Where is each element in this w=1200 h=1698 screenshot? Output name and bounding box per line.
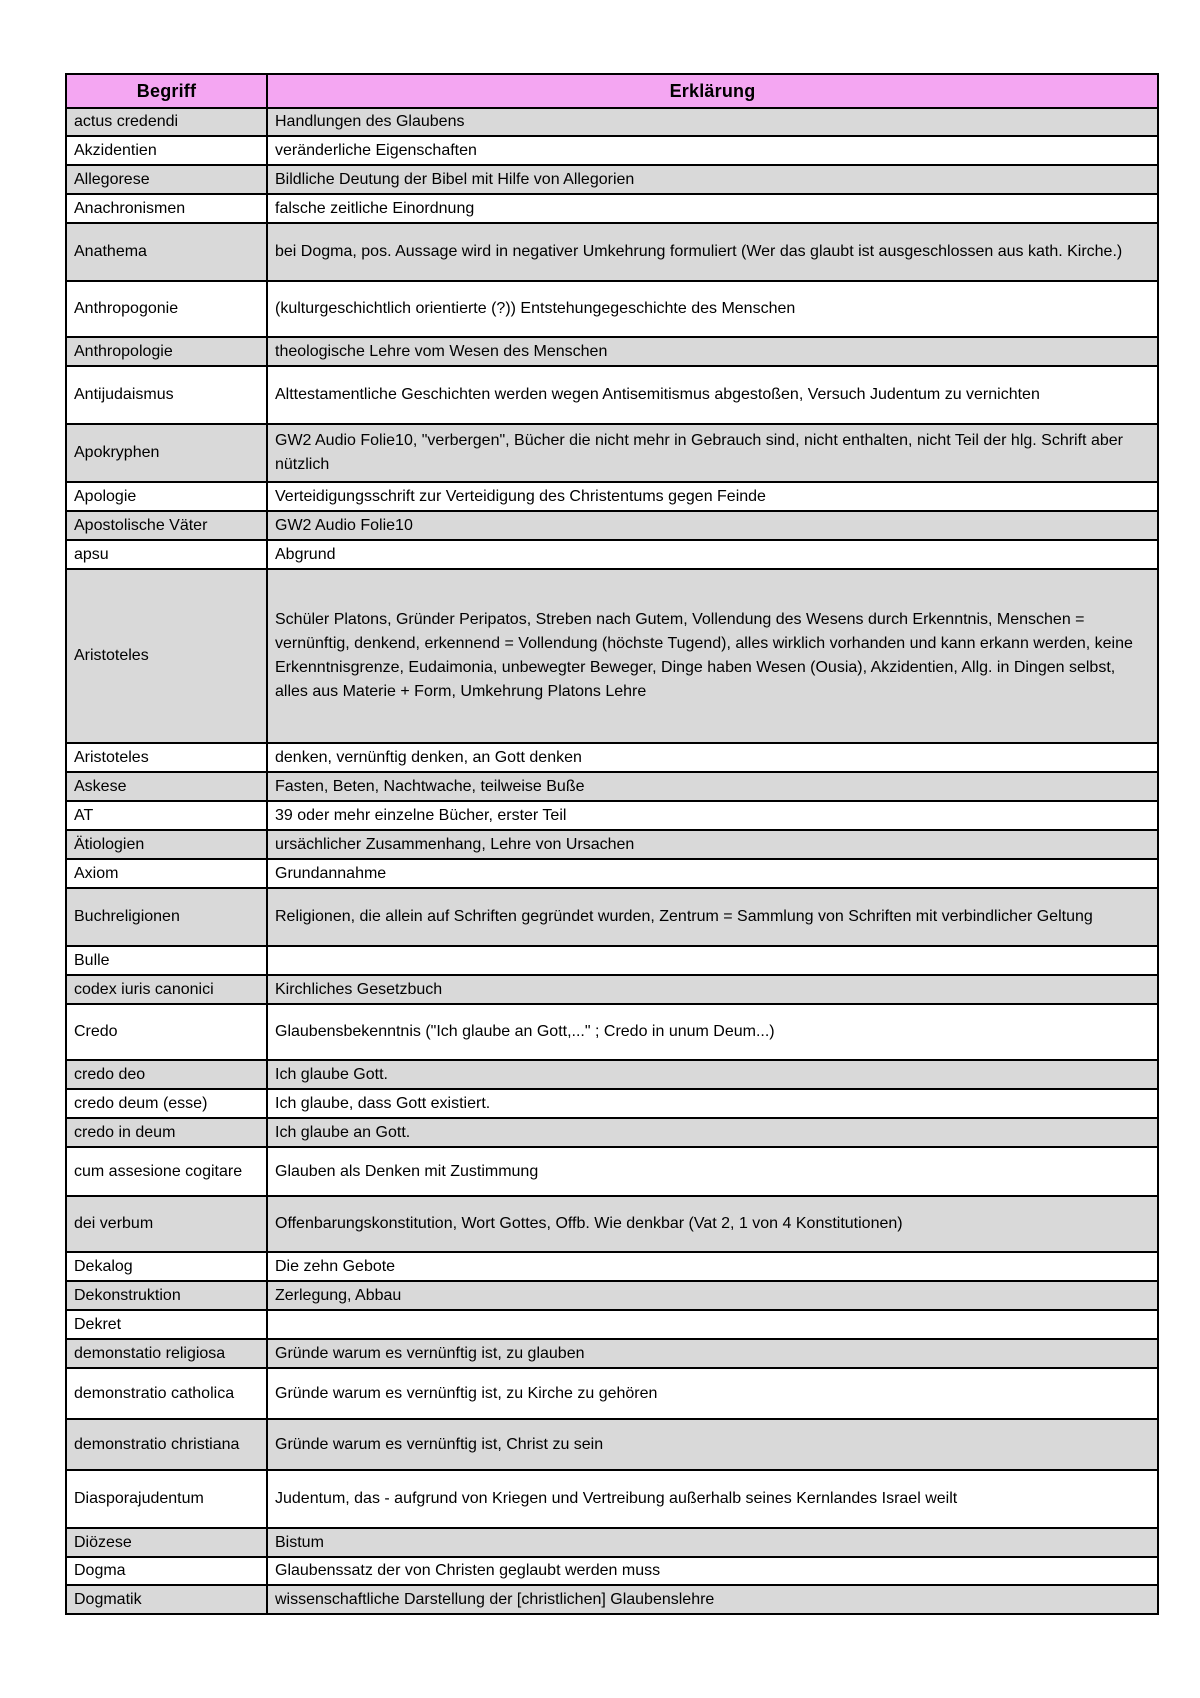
term-cell: demonstratio catholica <box>66 1368 267 1419</box>
term-cell: Credo <box>66 1004 267 1060</box>
term-cell: demonstratio christiana <box>66 1419 267 1470</box>
term-cell: Antijudaismus <box>66 366 267 424</box>
explanation-cell: Alttestamentliche Geschichten werden wegen Antisemitismus abgestoßen, Versuch Judentum zu vernichten <box>267 366 1158 424</box>
term-cell: Apologie <box>66 482 267 511</box>
term-cell: actus credendi <box>66 108 267 136</box>
term-cell: credo in deum <box>66 1118 267 1147</box>
explanation-cell: Fasten, Beten, Nachtwache, teilweise Buße <box>267 772 1158 801</box>
explanation-cell: Abgrund <box>267 540 1158 569</box>
explanation-cell: Glauben als Denken mit Zustimmung <box>267 1147 1158 1196</box>
table-row <box>66 1196 1158 1252</box>
table-row <box>66 540 1158 569</box>
explanation-cell: wissenschaftliche Darstellung der [christlichen] Glaubenslehre <box>267 1585 1158 1614</box>
table-row <box>66 1557 1158 1585</box>
table-row <box>66 975 1158 1004</box>
explanation-cell: ursächlicher Zusammenhang, Lehre von Ursachen <box>267 830 1158 859</box>
table-row <box>66 859 1158 888</box>
term-cell: demonstatio religiosa <box>66 1339 267 1368</box>
term-cell: Axiom <box>66 859 267 888</box>
term-cell: Anachronismen <box>66 194 267 223</box>
term-cell: Anathema <box>66 223 267 281</box>
explanation-cell: Religionen, die allein auf Schriften gegründet wurden, Zentrum = Sammlung von Schriften mit verbindlicher Geltung <box>267 888 1158 946</box>
table-row <box>66 1419 1158 1470</box>
explanation-cell: Schüler Platons, Gründer Peripatos, Streben nach Gutem, Vollendung des Wesens durch Erkenntnis, Menschen = vernünftig, denkend, erkennend = Vollendung (höchste Tugend), alles wirklich vorhanden und kann erkann werden, keine Erkenntnisgrenze, Eudaimonia, unbewegter Beweger, Dinge haben Wesen (Ousia), Akzidentien, Allg. in Dingen selbst, alles aus Materie + Form, Umkehrung Platons Lehre <box>267 569 1158 743</box>
explanation-cell: GW2 Audio Folie10 <box>267 511 1158 540</box>
table-row <box>66 482 1158 511</box>
header-term: Begriff <box>66 74 267 108</box>
term-cell: credo deo <box>66 1060 267 1089</box>
explanation-cell: (kulturgeschichtlich orientierte (?)) Entstehungegeschichte des Menschen <box>267 281 1158 337</box>
explanation-cell: Handlungen des Glaubens <box>267 108 1158 136</box>
term-cell: Bulle <box>66 946 267 975</box>
explanation-cell: Ich glaube Gott. <box>267 1060 1158 1089</box>
table-row <box>66 1118 1158 1147</box>
table-row <box>66 1585 1158 1614</box>
table-row <box>66 888 1158 946</box>
table-row <box>66 1339 1158 1368</box>
explanation-cell: falsche zeitliche Einordnung <box>267 194 1158 223</box>
table-row <box>66 281 1158 337</box>
explanation-cell: Kirchliches Gesetzbuch <box>267 975 1158 1004</box>
table-row <box>66 830 1158 859</box>
term-cell: Apokryphen <box>66 424 267 482</box>
table-row <box>66 194 1158 223</box>
table-row <box>66 772 1158 801</box>
term-cell: Apostolische Väter <box>66 511 267 540</box>
term-cell: credo deum (esse) <box>66 1089 267 1118</box>
table-row <box>66 1004 1158 1060</box>
term-cell: Diözese <box>66 1528 267 1557</box>
table-row <box>66 136 1158 165</box>
term-cell: Dekonstruktion <box>66 1281 267 1310</box>
term-cell: apsu <box>66 540 267 569</box>
table-row <box>66 337 1158 366</box>
table-row <box>66 801 1158 830</box>
table-row <box>66 946 1158 975</box>
explanation-cell: denken, vernünftig denken, an Gott denken <box>267 743 1158 772</box>
term-cell: Diasporajudentum <box>66 1470 267 1528</box>
table-row <box>66 1368 1158 1419</box>
explanation-cell: Ich glaube, dass Gott existiert. <box>267 1089 1158 1118</box>
term-cell: Akzidentien <box>66 136 267 165</box>
header-row <box>66 74 1158 108</box>
term-cell: Allegorese <box>66 165 267 194</box>
term-cell: Aristoteles <box>66 569 267 743</box>
table-row <box>66 108 1158 136</box>
explanation-cell: Bildliche Deutung der Bibel mit Hilfe von Allegorien <box>267 165 1158 194</box>
explanation-cell: Zerlegung, Abbau <box>267 1281 1158 1310</box>
table-row <box>66 743 1158 772</box>
table-row <box>66 165 1158 194</box>
explanation-cell: Bistum <box>267 1528 1158 1557</box>
header-explanation: Erklärung <box>267 74 1158 108</box>
table-row <box>66 1528 1158 1557</box>
explanation-cell: 39 oder mehr einzelne Bücher, erster Teil <box>267 801 1158 830</box>
term-cell: Dekalog <box>66 1252 267 1281</box>
explanation-cell: Ich glaube an Gott. <box>267 1118 1158 1147</box>
term-cell: AT <box>66 801 267 830</box>
explanation-cell: Die zehn Gebote <box>267 1252 1158 1281</box>
term-cell: Buchreligionen <box>66 888 267 946</box>
explanation-cell: Judentum, das - aufgrund von Kriegen und Vertreibung außerhalb seines Kernlandes Israel weilt <box>267 1470 1158 1528</box>
explanation-cell: Glaubensbekenntnis ("Ich glaube an Gott,..." ; Credo in unum Deum...) <box>267 1004 1158 1060</box>
term-cell: Ätiologien <box>66 830 267 859</box>
term-cell: Dogma <box>66 1557 267 1585</box>
explanation-cell: Gründe warum es vernünftig ist, zu Kirche zu gehören <box>267 1368 1158 1419</box>
term-cell: Anthropologie <box>66 337 267 366</box>
table-row <box>66 223 1158 281</box>
term-cell: Askese <box>66 772 267 801</box>
explanation-cell: Offenbarungskonstitution, Wort Gottes, Offb. Wie denkbar (Vat 2, 1 von 4 Konstitutionen) <box>267 1196 1158 1252</box>
term-cell: Dogmatik <box>66 1585 267 1614</box>
term-cell: cum assesione cogitare <box>66 1147 267 1196</box>
table-row <box>66 1281 1158 1310</box>
table-row <box>66 1089 1158 1118</box>
explanation-cell: Gründe warum es vernünftig ist, zu glauben <box>267 1339 1158 1368</box>
explanation-cell: Verteidigungsschrift zur Verteidigung des Christentums gegen Feinde <box>267 482 1158 511</box>
term-cell: Dekret <box>66 1310 267 1339</box>
explanation-cell: theologische Lehre vom Wesen des Menschen <box>267 337 1158 366</box>
explanation-cell <box>267 946 1158 975</box>
term-cell: dei verbum <box>66 1196 267 1252</box>
table-row <box>66 1147 1158 1196</box>
explanation-cell <box>267 1310 1158 1339</box>
explanation-cell: bei Dogma, pos. Aussage wird in negativer Umkehrung formuliert (Wer das glaubt ist ausgeschlossen aus kath. Kirche.) <box>267 223 1158 281</box>
term-cell: Anthropogonie <box>66 281 267 337</box>
table-row <box>66 569 1158 743</box>
table-row <box>66 1060 1158 1089</box>
table-row <box>66 1470 1158 1528</box>
table-row <box>66 1310 1158 1339</box>
table-row <box>66 1252 1158 1281</box>
explanation-cell: GW2 Audio Folie10, "verbergen", Bücher die nicht mehr in Gebrauch sind, nicht enthalten, nicht Teil der hlg. Schrift aber nützlich <box>267 424 1158 482</box>
glossary-table <box>65 73 1159 1615</box>
table-row <box>66 366 1158 424</box>
explanation-cell: veränderliche Eigenschaften <box>267 136 1158 165</box>
explanation-cell: Glaubenssatz der von Christen geglaubt werden muss <box>267 1557 1158 1585</box>
table-row <box>66 511 1158 540</box>
explanation-cell: Gründe warum es vernünftig ist, Christ zu sein <box>267 1419 1158 1470</box>
term-cell: Aristoteles <box>66 743 267 772</box>
table-row <box>66 424 1158 482</box>
explanation-cell: Grundannahme <box>267 859 1158 888</box>
term-cell: codex iuris canonici <box>66 975 267 1004</box>
